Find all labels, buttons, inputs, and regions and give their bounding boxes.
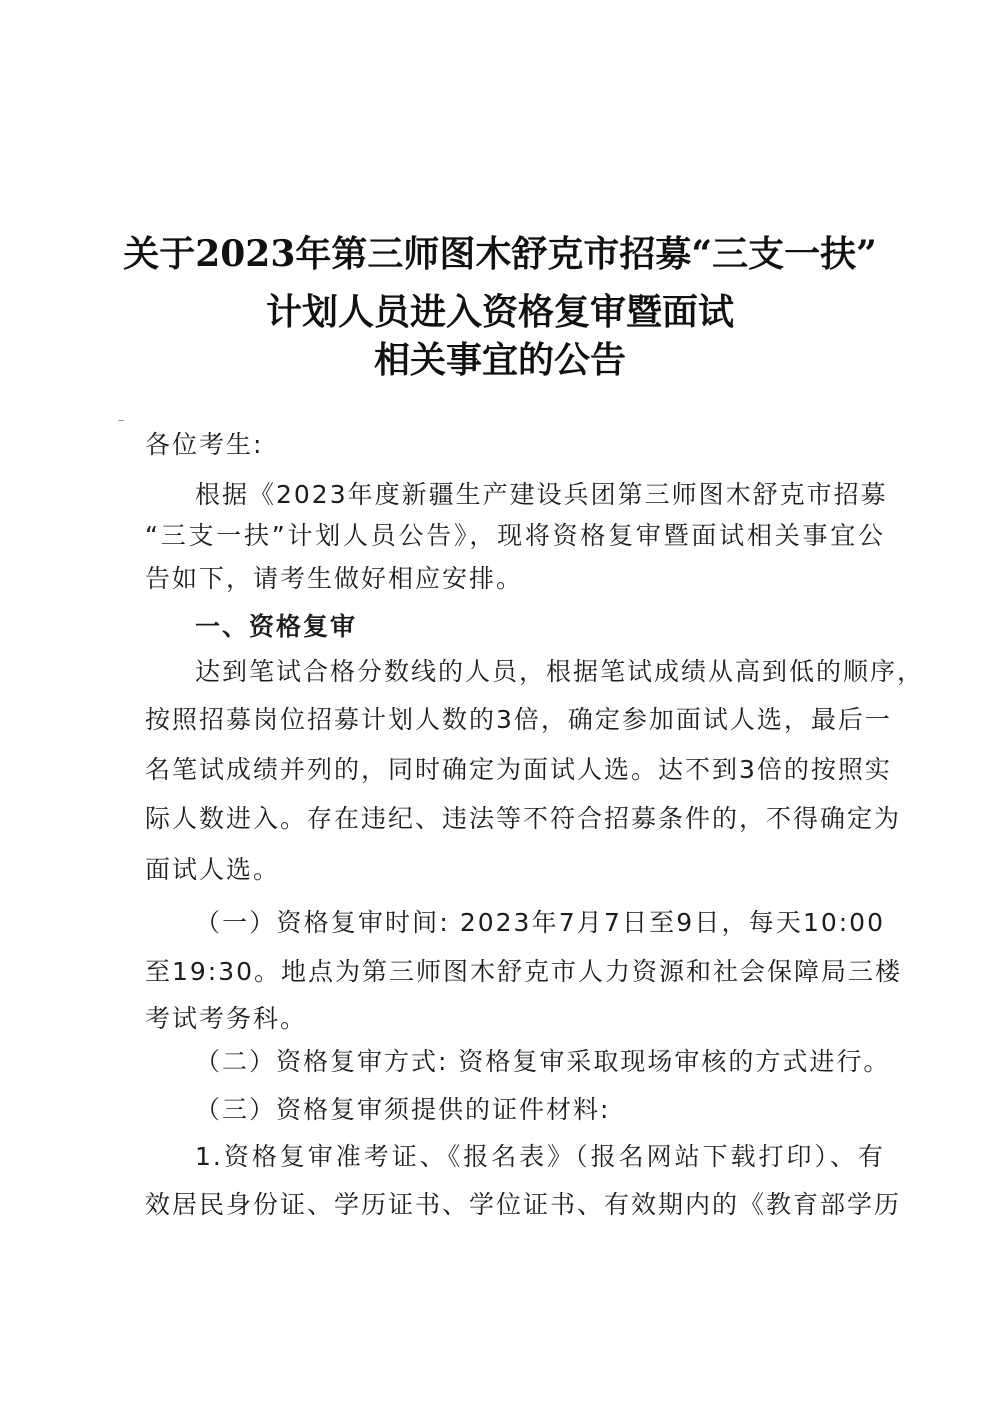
section-paragraph-line: 际人数进入。存在违纪、违法等不符合招募条件的，不得确定为 xyxy=(145,804,902,833)
review-time-line: 考试考务科。 xyxy=(145,1004,308,1033)
review-time-line: （一）资格复审时间: 2023年7月7日至9日，每天10:00 xyxy=(195,908,885,937)
intro-line: 告如下，请考生做好相应安排。 xyxy=(145,564,524,593)
notice-title-line-2: 计划人员进入资格复审暨面试 xyxy=(265,291,734,333)
section-paragraph-line: 达到笔试合格分数线的人员，根据笔试成绩从高到低的顺序， xyxy=(195,657,925,686)
section-paragraph-line: 面试人选。 xyxy=(145,855,281,884)
section-heading-qualification-review: 一、资格复审 xyxy=(195,612,358,641)
scan-mark xyxy=(118,420,124,421)
intro-line: “三支一扶”计划人员公告》，现将资格复审暨面试相关事宜公 xyxy=(145,521,885,550)
required-documents-item-line: 效居民身份证、学历证书、学位证书、有效期内的《教育部学历 xyxy=(145,1190,902,1219)
notice-title-line-3: 相关事宜的公告 xyxy=(373,339,626,381)
review-method-line: （二）资格复审方式: 资格复审采取现场审核的方式进行。 xyxy=(195,1047,891,1076)
section-paragraph-line: 按照招募岗位招募计划人数的3倍，确定参加面试人选，最后一 xyxy=(145,705,892,734)
section-paragraph-line: 名笔试成绩并列的，同时确定为面试人选。达不到3倍的按照实 xyxy=(145,755,892,784)
notice-title-line-1: 关于2023年第三师图木舒克市招募“三支一扶” xyxy=(123,233,877,275)
intro-line: 根据《2023年度新疆生产建设兵团第三师图木舒克市招募 xyxy=(195,480,888,509)
required-documents-item-line: 1.资格复审准考证、《报名表》（报名网站下载打印）、有 xyxy=(195,1142,885,1171)
review-time-line: 至19:30。地点为第三师图木舒克市人力资源和社会保障局三楼 xyxy=(145,957,903,986)
required-documents-heading: （三）资格复审须提供的证件材料: xyxy=(195,1095,611,1124)
salutation: 各位考生: xyxy=(145,430,264,459)
